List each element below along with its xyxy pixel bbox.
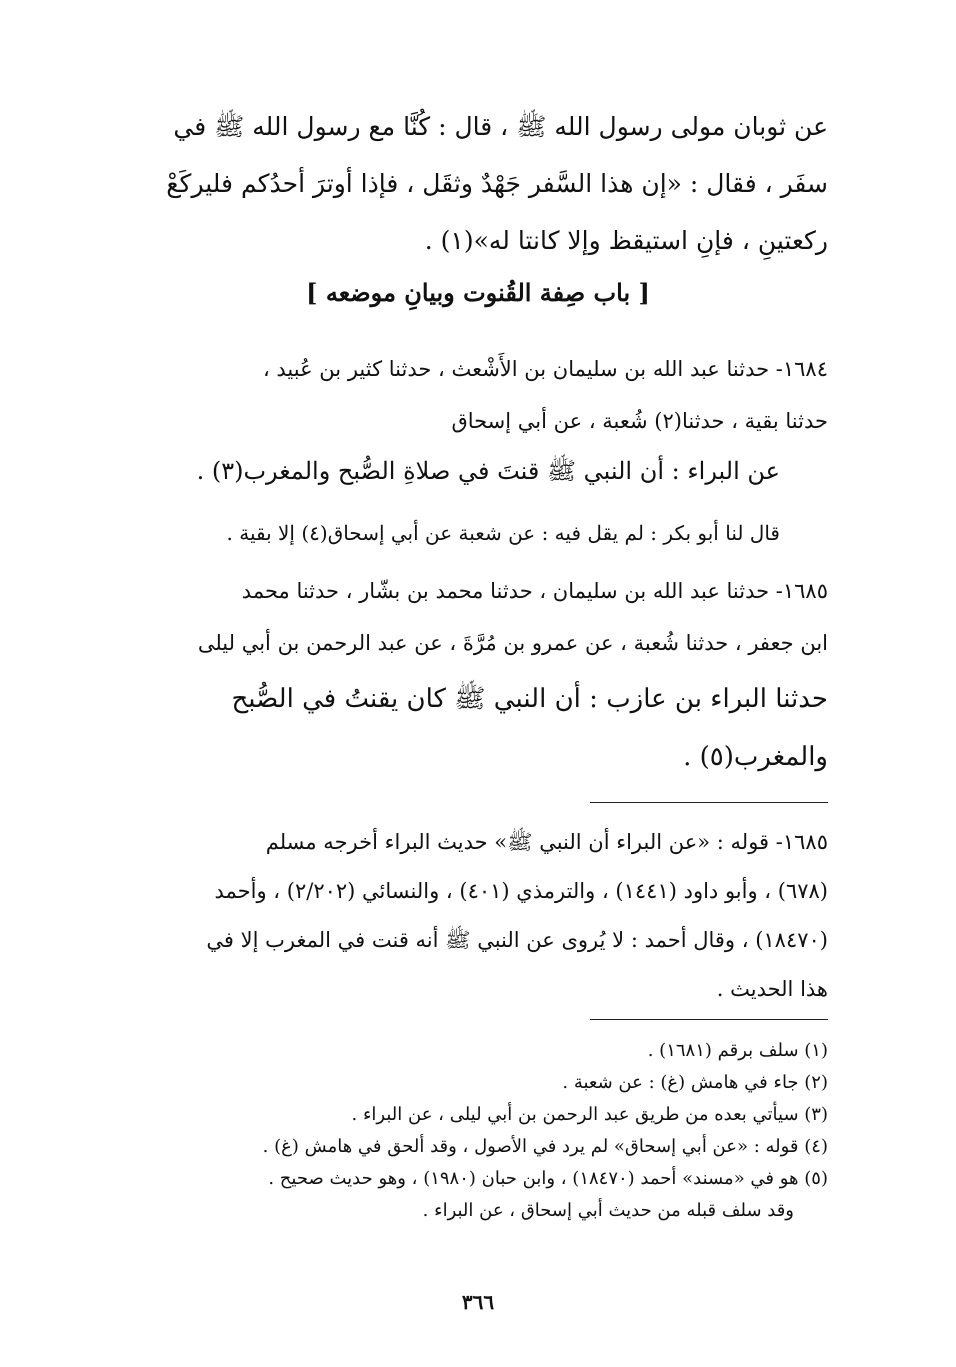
matn-1684 — [128, 451, 780, 491]
footnote-2: (٢) جاء في هامش (غ) : عن شعبة . — [562, 1072, 828, 1093]
text-line: ١٦٨٥- حدثنا عبد الله بن سليمان ، حدثنا محمد بن بشّار ، حدثنا محمد — [241, 579, 828, 603]
footnote-3: (٣) سيأتي بعده من طريق عبد الرحمن بن أبي ليلى ، عن البراء . — [351, 1104, 828, 1125]
footnote-1: (١) سلف برقم (١٦٨١) . — [647, 1040, 828, 1061]
hadith-thawban — [128, 98, 828, 269]
chapter-heading: [ باب صِفة القُنوت وبيانِ موضعه ] — [306, 278, 650, 307]
text-line: عن البراء : أن النبي ﷺ قنتَ في صلاةِ الصُّبح والمغرب(٣) . — [196, 457, 780, 485]
text-line: ركعتينِ ، فإنِ استيقظ وإلا كانتا له»(١) . — [424, 226, 828, 255]
note-1684 — [128, 513, 780, 553]
text-line: ١٦٨٥- قوله : «عن البراء أن النبي ﷺ» حديث البراء أخرجه مسلم — [265, 830, 828, 854]
footnote-divider — [590, 1019, 828, 1020]
text-line: حدثنا البراء بن عازب : أن النبي ﷺ كان يقنتُ في الصُّبح — [231, 684, 828, 714]
footnote-5-continuation: وقد سلف قبله من حديث أبي إسحاق ، عن البراء . — [422, 1200, 794, 1221]
footnotes — [128, 1035, 828, 1227]
text-line: ابن جعفر ، حدثنا شُعبة ، عن عمرو بن مُرَّةَ ، عن عبد الرحمن بن أبي ليلى — [197, 631, 828, 655]
isnad-1684 — [128, 343, 828, 447]
commentary-1685 — [128, 818, 828, 1014]
text-line: والمغرب(٥) . — [683, 742, 828, 772]
matn-1685 — [128, 670, 828, 786]
text-line: (١٨٤٧٠) ، وقال أحمد : لا يُروى عن النبي ﷺ أنه قنت في المغرب إلا في — [206, 928, 828, 952]
text-line: (٦٧٨) ، وأبو داود (١٤٤١) ، والترمذي (٤٠١) ، والنسائي (٢/٢٠٢) ، وأحمد — [214, 879, 828, 903]
footnote-4: (٤) قوله : «عن أبي إسحاق» لم يرد في الأصول ، وقد ألحق في هامش (غ) . — [262, 1136, 828, 1157]
footnote-5: (٥) هو في «مسند» أحمد (١٨٤٧٠) ، وابن حبان (١٩٨٠) ، وهو حديث صحيح . — [268, 1168, 828, 1189]
page-number: ٣٦٦ — [461, 1290, 495, 1314]
text-line: سفَر ، فقال : «إن هذا السَّفر جَهْدٌ وثقَل ، فإذا أوترَ أحدُكم فليركَعْ — [166, 169, 828, 198]
text-line: ١٦٨٤- حدثنا عبد الله بن سليمان بن الأَشْعث ، حدثنا كثير بن عُبيد ، — [262, 357, 828, 381]
commentary-divider — [590, 802, 828, 803]
text-line: حدثنا بقية ، حدثنا(٢) شُعبة ، عن أبي إسحاق — [451, 409, 828, 433]
text-line: هذا الحديث . — [716, 977, 828, 1001]
text-line: عن ثوبان مولى رسول الله ﷺ ، قال : كُنَّا مع رسول الله ﷺ في — [173, 112, 828, 141]
text-line: قال لنا أبو بكر : لم يقل فيه : عن شعبة عن أبي إسحاق(٤) إلا بقية . — [226, 521, 780, 545]
isnad-1685 — [128, 565, 828, 669]
